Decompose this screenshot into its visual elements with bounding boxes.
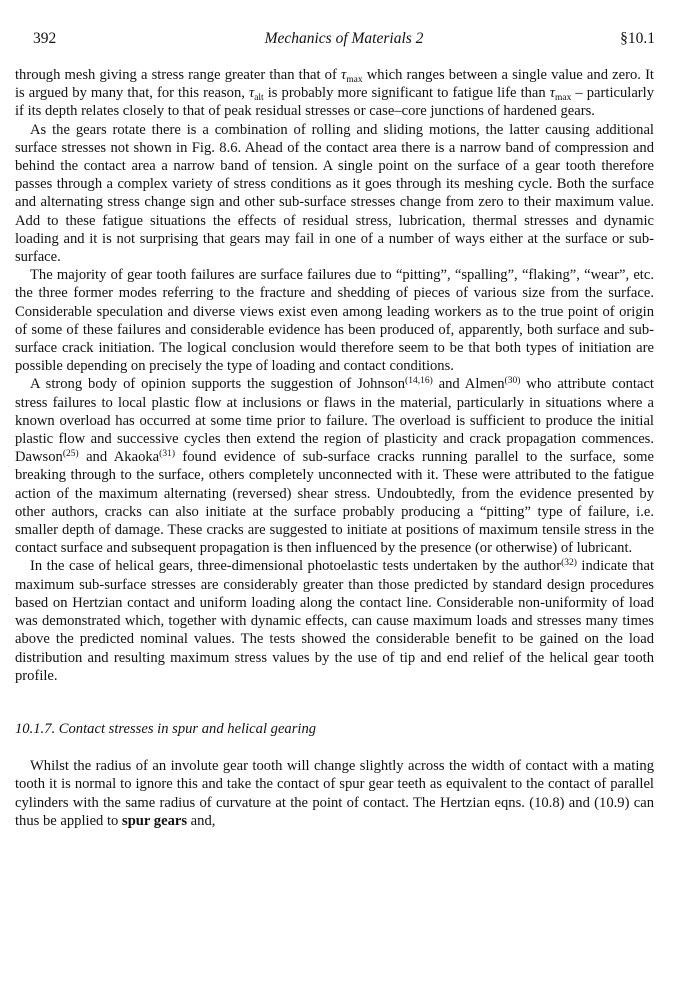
- paragraph-helical-gears: In the case of helical gears, three-dimensional photoelastic tests undertaken by the author$^{(32)}$ indicate that maximum sub-surface stresses are considerably greater than those predicted by standard design procedures based on Hertzian contact and uniform loading along the contact line. Considerable non-uniformity of load was demonstrated which, together with dynamic effects, can cause maximum loads and stresses many times above the predicted nominal values. The tests showed the considerable benefit to be gained on the load distribution and resulting maximum stress values by the use of tip and end relief of the helical gear tooth profile.: [15, 558, 654, 684]
- paragraph-failure-modes: The majority of gear tooth failures are surface failures due to “pitting”, “spalling”, “flaking”, “wear”, etc. the three former modes referring to the fracture and shedding of pieces of various size from the surface. Considerable speculation and diverse views exist even among leading workers as to the true point of origin of some of these failures and considerable evidence has been produced of, apparently, both surface and sub-surface crack initiation. The logical conclusion would therefore seem to be that both types of initiation are possible depending on precisely the type of loading and contact conditions.: [15, 267, 654, 375]
- paragraph-continued: through mesh giving a stress range greater than that of $\tau_{max}$ which ranges between a single value and zero. It is argued by many that, for this reason, $\tau_{alt}$ is probably more significant to fatigue life than $\tau_{max}$ – particularly if its depth relates closely to that of peak residual stresses or case–core junctions of hardened gears.: [15, 67, 655, 120]
- paragraph-rolling-sliding: As the gears rotate there is a combination of rolling and sliding motions, the latter causing additional surface stresses not shown in Fig. 8.6. Ahead of the contact area there is a narrow band of compression and behind the contact area a narrow band of tension. A single point on the surface of a gear tooth therefore passes through a complex variety of stress conditions as it goes through its meshing cycle. Both the surface and alternating stress change sign and other sub-surface stresses change from zero to their maximum value. Add to these fatigue situations the effects of residual stress, lubrication, thermal stresses and dynamic loading and it is not surprising that gears may fail in one of a number of ways either at the surface or sub-surface.: [15, 121, 654, 266]
- section-number: §10.1: [620, 30, 655, 47]
- running-header: [33, 30, 655, 50]
- section-heading: 10.1.7. Contact stresses in spur and helical gearing: [15, 720, 317, 737]
- page-number: 392: [33, 30, 57, 47]
- body-text: [15, 66, 654, 830]
- paragraph-plastic-flow: A strong body of opinion supports the suggestion of Johnson$^{(14,16)}$ and Almen$^{(30)}$ who attribute contact stress failures to local plastic flow at inclusions or flaws in the material, particularly in situations where a known overload has occurred at some time prior to failure. The overload is sufficient to produce the initial plastic flow and successive cycles then extend the region of plasticity and crack propagation commences. Dawson$^{(25)}$ and Akaoka$^{(31)}$ found evidence of sub-surface cracks running parallel to the surface, some breaking through to the surface, others completely unconnected with it. These were attributed to the fatigue action of the maximum alternating (reversed) shear stress. Undoubtedly, from the evidence presented by other authors, cracks can also initiate at the surface probably producing a “pitting” type of failure, i.e. smaller depth of damage. These cracks are suggested to initiate at positions of maximum tensile stress in the contact surface and subsequent propagation is then influenced by the presence (or otherwise) of lubricant.: [15, 376, 655, 557]
- paragraph-contact-stresses: Whilst the radius of an involute gear tooth will change slightly across the width of contact with a mating tooth it is normal to ignore this and take the contact of spur gear teeth as equivalent to the contact of parallel cylinders with the same radius of curvature at the point of contact. The Hertzian eqns. (10.8) and (10.9) can thus be applied to spur gears and,: [15, 758, 654, 829]
- book-title: Mechanics of Materials 2: [264, 30, 424, 47]
